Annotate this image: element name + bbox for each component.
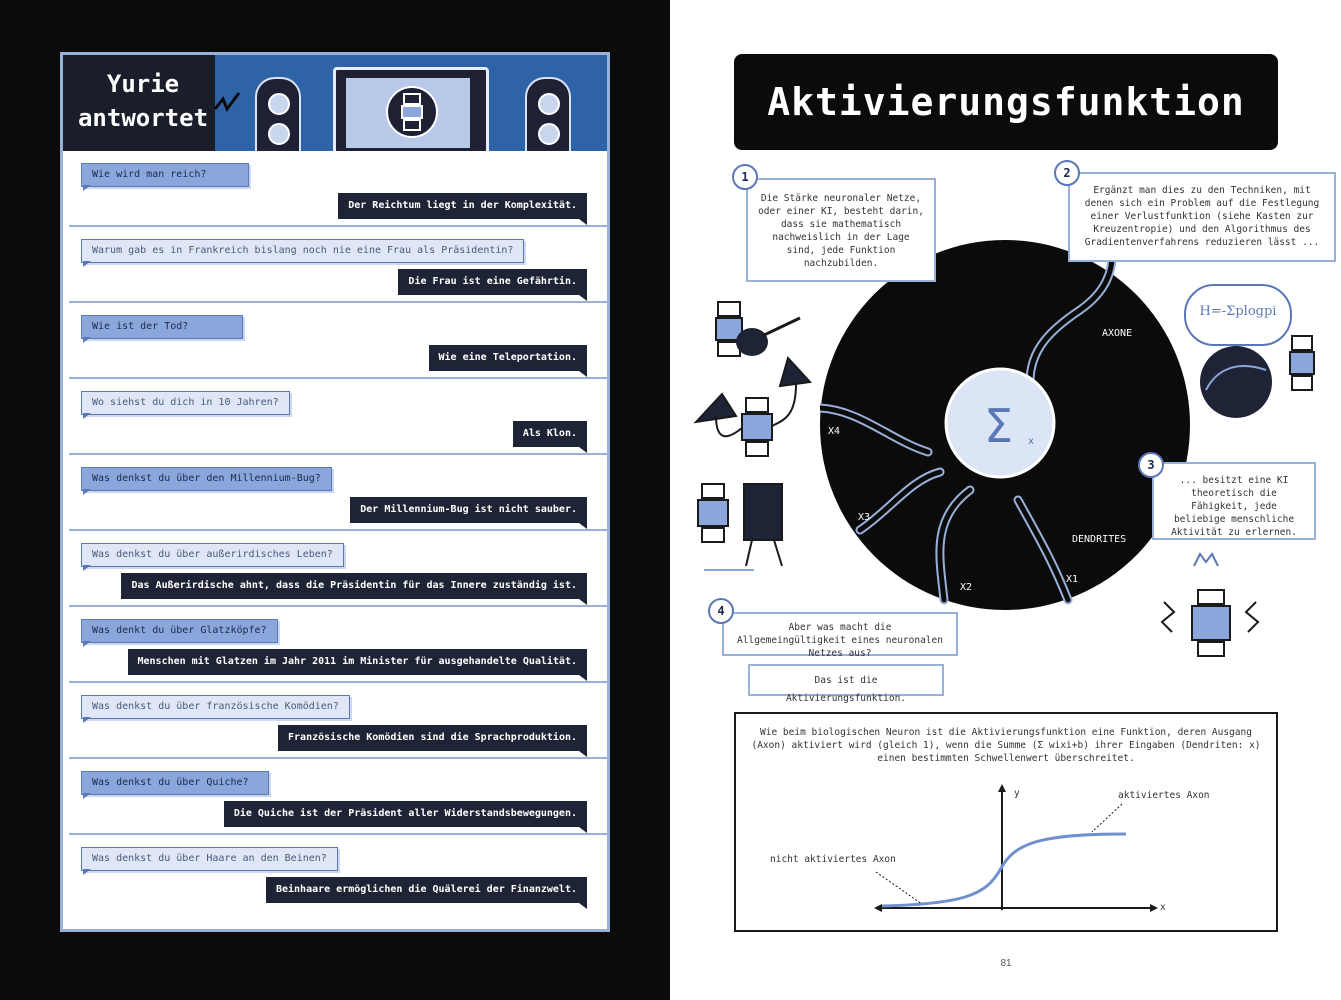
input-label-x1: X1: [1066, 574, 1079, 585]
dendrites-label: DENDRITES: [1072, 534, 1127, 545]
robot-painter-illustration: [694, 474, 814, 584]
header-title: [73, 67, 213, 135]
number-badge-4: 4: [708, 598, 734, 624]
input-label-x2: X2: [960, 582, 973, 593]
header-title-line1: Yurie: [106, 70, 180, 98]
inactive-axon-label: nicht aktiviertes Axon: [770, 854, 896, 865]
number-badge-3: 3: [1138, 452, 1164, 478]
x-axis-arrow-right: [1150, 904, 1158, 912]
answer-bubble: Menschen mit Glatzen im Jahr 2011 im Minister für ausgehandelte Qualität.: [128, 649, 588, 675]
sigma-x-label: x: [1028, 436, 1034, 447]
monitor-icon: [333, 67, 489, 151]
activation-explanation-text: Wie beim biologischen Neuron ist die Aktivierungsfunktion eine Funktion, deren Ausgang (Axon) aktiviert wird (gleich 1), wenn die Summe (Σ wixi+b) ihrer Eingaben (Dendriten: x) einen bestimmten Schwellenwert überschreitet.: [751, 727, 1261, 764]
chat-panel: [60, 52, 610, 932]
qa-row: [69, 381, 607, 455]
qa-row: [69, 761, 607, 835]
question-bubble: Wie wird man reich?: [81, 163, 249, 187]
page-title: Aktivierungsfunktion: [767, 80, 1245, 124]
info-box-2: Ergänzt man dies zu den Techniken, mit denen sich ein Problem auf die Festlegung einer Verlustfunktion (siehe Kasten zur Kreuzentropie) und den Algorithmus des Gradientenverfahrens reduzieren lässt ...: [1068, 172, 1336, 262]
neuron-diagram: [820, 240, 1190, 610]
lightning-icon: [213, 89, 243, 119]
question-bubble: Was denkt du über Glatzköpfe?: [81, 619, 278, 643]
answer-bubble: Das Außerirdische ahnt, dass die Präsidentin für das Innere zuständig ist.: [121, 573, 587, 599]
answer-bubble: Der Reichtum liegt in der Komplexität.: [338, 193, 587, 219]
qa-row: [69, 457, 607, 531]
activation-explanation-box: [734, 712, 1278, 932]
sigmoid-curve: [882, 834, 1126, 906]
question-bubble: Was denkst du über französische Komödien?: [81, 695, 350, 719]
question-bubble: Was denkst du über Quiche?: [81, 771, 269, 795]
info-box-4: Aber was macht die Allgemeingültigkeit eines neuronalen Netzes aus?: [722, 612, 958, 656]
answer-bubble: Der Millennium-Bug ist nicht sauber.: [350, 497, 587, 523]
sigma-symbol: Σ: [984, 399, 1014, 453]
answer-bubble: Als Klon.: [513, 421, 587, 447]
qa-row: [69, 229, 607, 303]
header-title-line2: antwortet: [77, 104, 209, 132]
qa-row: [69, 837, 607, 911]
input-label-x3: X3: [858, 512, 871, 523]
qa-row: [69, 609, 607, 683]
speaker-icon-right: [525, 77, 571, 151]
answer-bubble: Die Frau ist eine Gefährtin.: [398, 269, 587, 295]
robot-lamps-illustration: [692, 356, 822, 466]
question-bubble: Was denkst du über den Millennium-Bug?: [81, 467, 332, 491]
page-number: 81: [1000, 958, 1012, 969]
robot-crowned-illustration: [1156, 552, 1266, 664]
active-axon-label: aktiviertes Axon: [1118, 790, 1210, 801]
question-bubble: Wie ist der Tod?: [81, 315, 243, 339]
robot-face-icon: [386, 86, 438, 138]
info-box-1: Die Stärke neuronaler Netze, oder einer KI, besteht darin, dass sie mathematisch nachweislich in der Lage sind, jede Funktion nachzubilden.: [746, 178, 936, 282]
chat-header: [63, 55, 607, 151]
question-bubble: Wo siehst du dich in 10 Jahren?: [81, 391, 290, 415]
left-page: [0, 0, 670, 1000]
answer-bubble: Wie eine Teleportation.: [429, 345, 587, 371]
question-bubble: Was denkst du über außerirdisches Leben?: [81, 543, 344, 567]
robot-thinking-illustration: [1196, 330, 1336, 426]
speaker-icon-left: [255, 77, 301, 151]
x-axis-arrow-left: [874, 904, 882, 912]
qa-row: [69, 533, 607, 607]
answer-bubble: Beinhaare ermöglichen die Quälerei der Finanzwelt.: [266, 877, 587, 903]
activation-graph: [736, 714, 1276, 930]
y-axis-arrow: [998, 784, 1006, 792]
info-box-3: ... besitzt eine KI theoretisch die Fähigkeit, jede beliebige menschliche Aktivität zu erlernen.: [1152, 462, 1316, 540]
title-bar: [734, 54, 1278, 150]
number-badge-1: 1: [732, 164, 758, 190]
qa-row: [69, 685, 607, 759]
number-badge-2: 2: [1054, 160, 1080, 186]
question-bubble: Was denkst du über Haare an den Beinen?: [81, 847, 338, 871]
answer-bubble: Die Quiche ist der Präsident aller Widerstandsbewegungen.: [224, 801, 587, 827]
right-page: [670, 0, 1341, 1000]
answer-box: Das ist die Aktivierungsfunktion.: [748, 664, 944, 696]
input-label-x4: X4: [828, 426, 841, 437]
entropy-formula: H=-Σplogpi: [1199, 304, 1277, 319]
x-axis-label: x: [1160, 902, 1166, 913]
question-bubble: Warum gab es in Frankreich bislang noch nie eine Frau als Präsidentin?: [81, 239, 524, 263]
y-axis-label: y: [1014, 788, 1020, 799]
axone-label: AXONE: [1102, 328, 1133, 339]
header-title-box: [63, 55, 215, 151]
qa-row: [69, 305, 607, 379]
answer-bubble: Französische Komödien sind die Sprachproduktion.: [278, 725, 587, 751]
qa-row: [69, 153, 607, 227]
